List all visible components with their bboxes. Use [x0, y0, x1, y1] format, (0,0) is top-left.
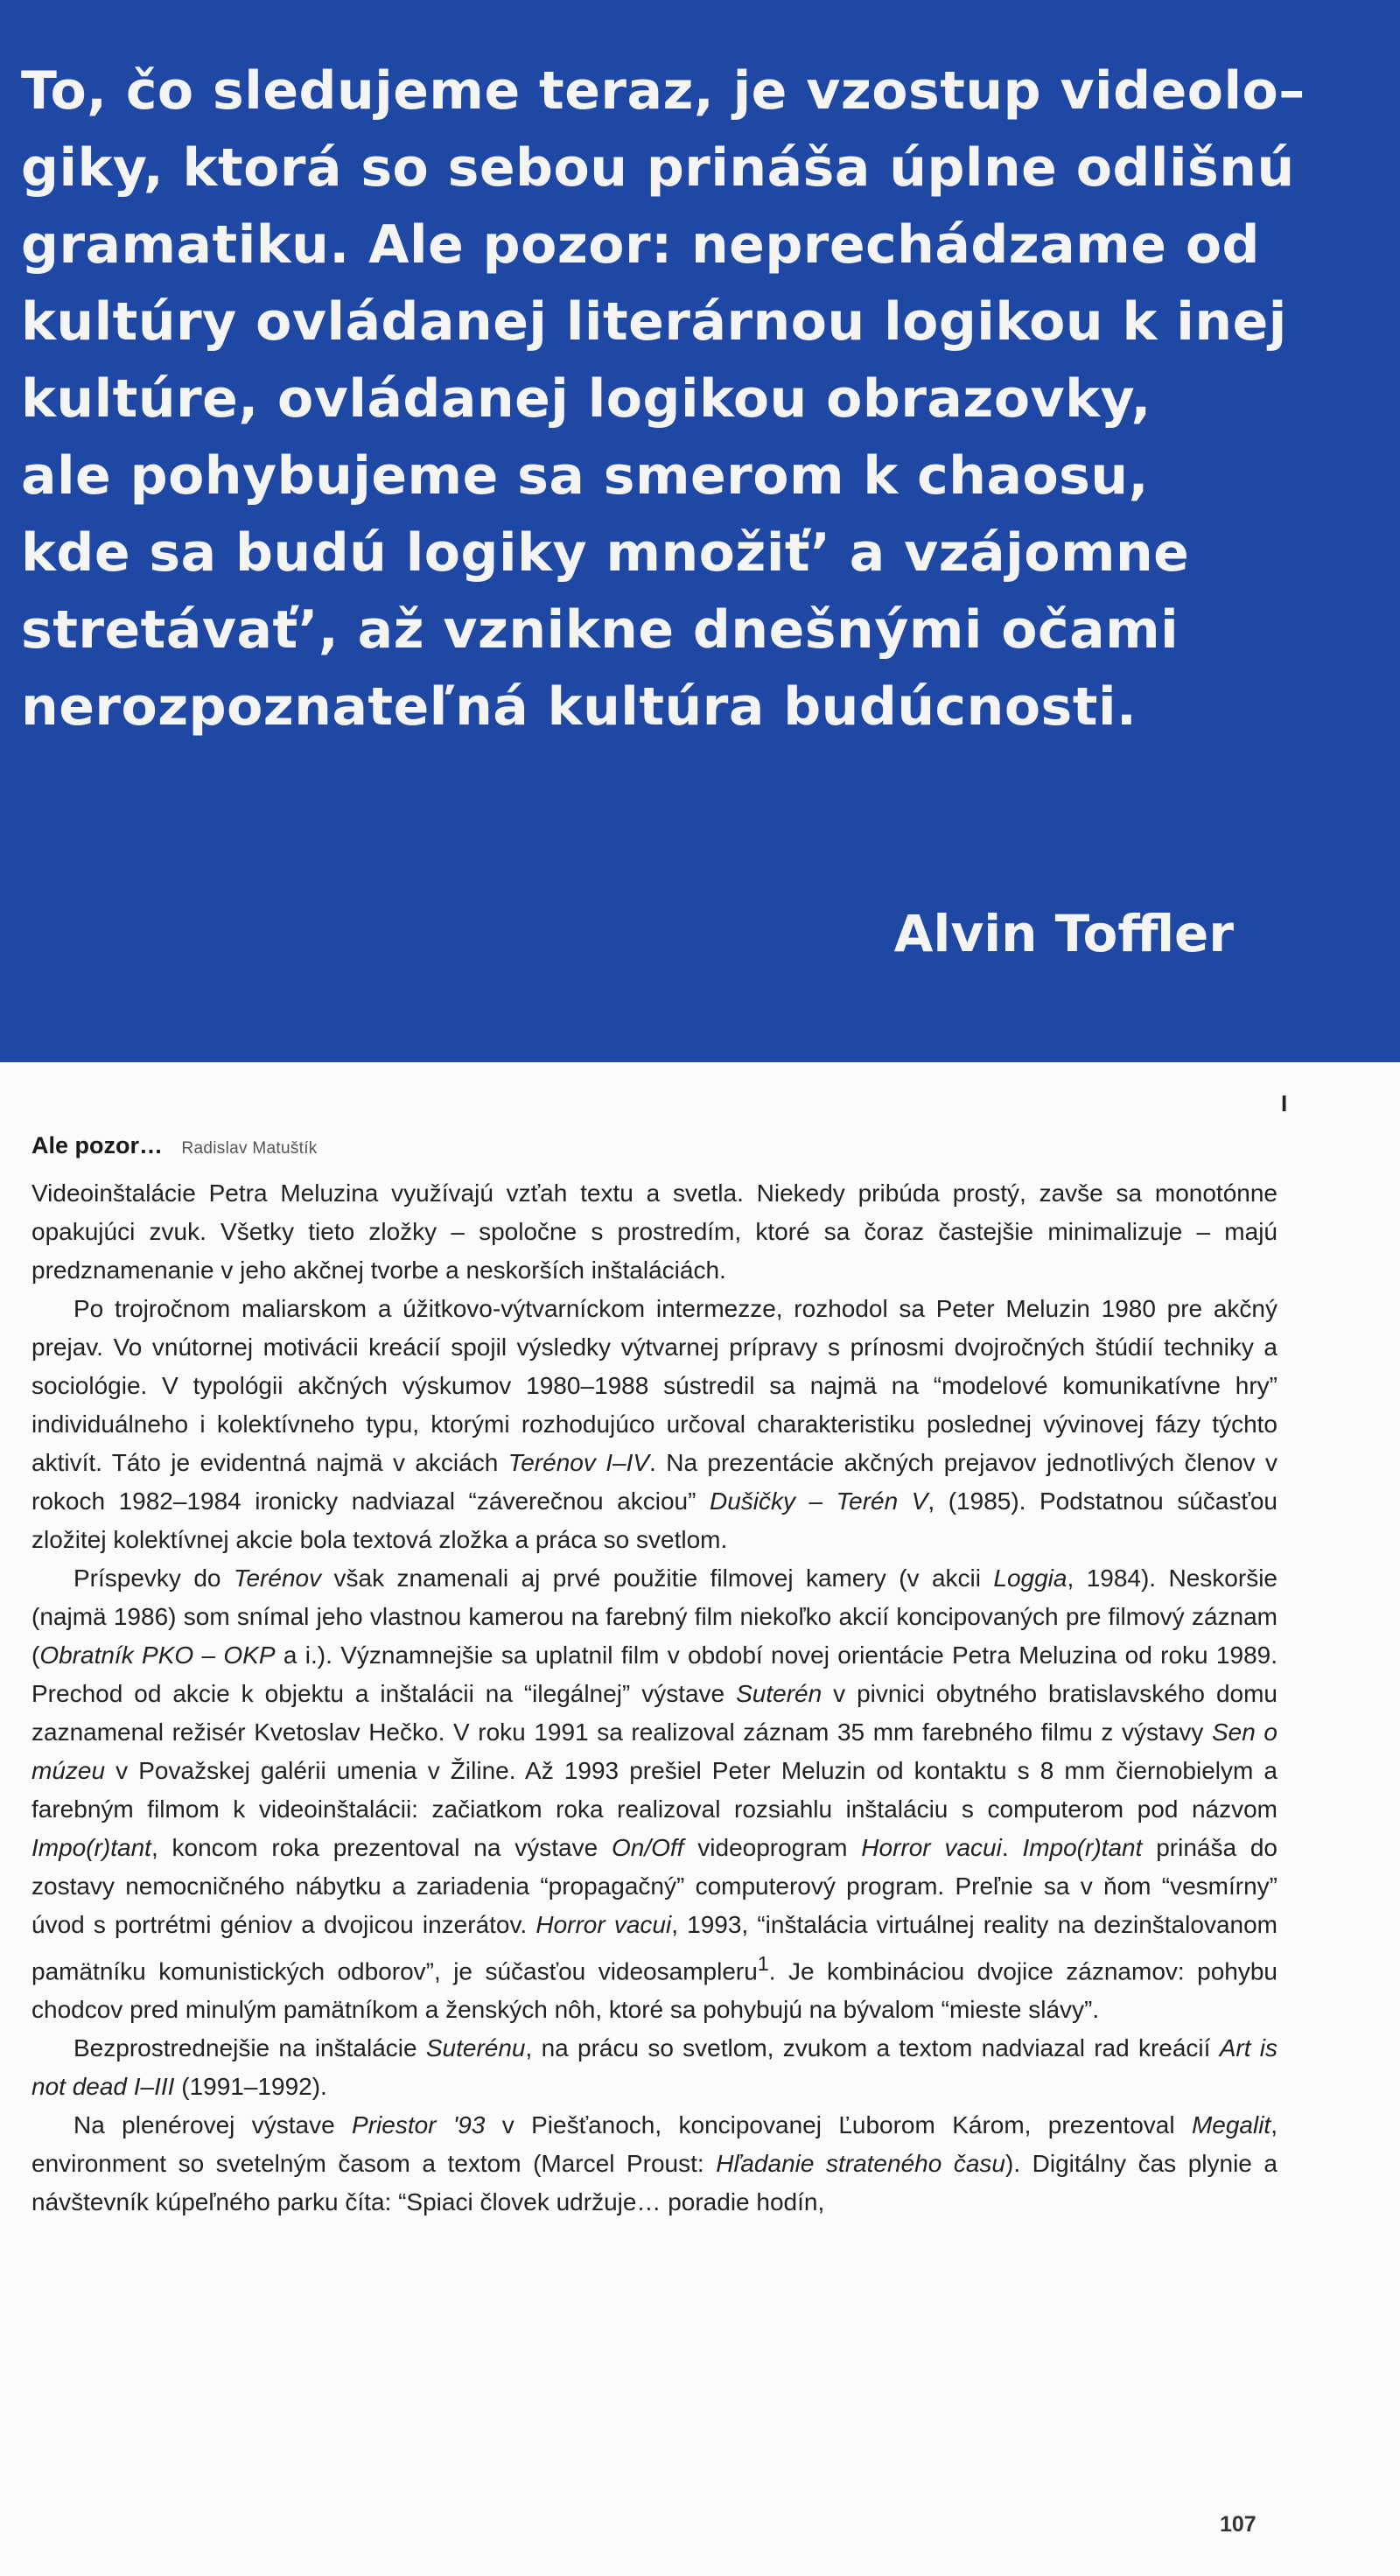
article: [32, 1129, 1278, 2222]
paragraph-2: Po trojročnom maliarskom a úžitkovo-výtvarníckom intermezze, rozhodol sa Peter Meluzin 1980 pre akčný prejav. Vo vnútornej motivácii kreácií spojil výsledky výtvarnej prípravy s prínosmi dvojročných štúdií techniky a sociológie. V typológii akčných výskumov 1980–1988 sústredil sa najmä na “modelové komunikatívne hry” individuálneho i kolektívneho typu, ktorými rozhodujúco určoval charakteristiku poslednej vývinovej fázy týchto aktivít. Táto je evidentná najmä v akciách Terénov I–IV. Na prezentácie akčných prejavov jednotlivých členov v rokoch 1982–1984 ironicky nadviazal “záverečnou akciou” Dušičky – Terén V, (1985). Podstatnou súčasťou zložitej kolektívnej akcie bola textová zložka a práca so svetlom.: [32, 1295, 1278, 1553]
paragraph-3: Príspevky do Terénov však znamenali aj prvé použitie filmovej kamery (v akcii Loggia, 1984). Neskoršie (najmä 1986) som snímal jeho vlastnou kamerou na farebný film niekoľko akcií koncipovaných pre filmový záznam (Obratník PKO – OKP a i.). Významnejšie sa uplatnil film v období novej orientácie Petra Meluzina od roku 1989. Prechod od akcie k objektu a inštalácii na “ilegálnej” výstave Suterén v pivnici obytného bratislavského domu zaznamenal režisér Kvetoslav Hečko. V roku 1991 sa realizoval záznam 35 mm farebného filmu z výstavy Sen o múzeu v Považskej galérii umenia v Žiline. Až 1993 prešiel Peter Meluzin od kontaktu s 8 mm čiernobielym a farebným filmom k videoinštalácii: začiatkom roka realizoval rozsiahlu inštaláciu s computerom pod názvom Impo(r)tant, koncom roka prezentoval na výstave On/Off videoprogram Horror vacui. Impo(r)tant prináša do zostavy nemocničného nábytku a zariadenia “propagačný” computerový program. Preľnie sa v ňom “vesmírny” úvod s portrétmi géniov a dvojicou inzerátov. Horror vacui, 1993, “inštalácia virtuálnej reality na dezinštalovanom pamätníku komunistických odborov”, je súčasťou videosampleru$^1$. Je kombináciou dvojice záznamov: pohybu chodcov pred minulým pamätníkom a ženských nôh, ktoré sa pohybujú na bývalom “mieste slávy”.: [32, 1564, 1278, 2024]
footnote-marker: 1: [757, 1952, 769, 1975]
section-number: I: [1281, 1090, 1288, 1116]
article-author: Radislav Matuštík: [181, 1139, 318, 1158]
quote-text: To, čo sledujeme teraz, je vzostup videolo– giky, ktorá so sebou prináša úplne odlišnú gramatiku. Ale pozor: neprechádzame od kultúry ovládanej literárnou logikou k inej kultúre, ovládanej logikou obrazovky, ale pohybujeme sa smerom k chaosu, kde sa budú logiky množiť’ a vzájomne stretávať’, až vznikne dnešnými očami nerozpoznateľná kultúra budúcnosti.: [21, 60, 1306, 738]
page-number: 107: [1220, 2512, 1256, 2537]
quote-author: Alvin Toffler: [893, 904, 1234, 963]
article-title: Ale pozor…: [32, 1132, 164, 1158]
paragraph-1: Videoinštalácie Petra Meluzina využívajú vzťah textu a svetla. Niekedy pribúda prostý, zavše sa monotónne opakujúci zvuk. Všetky tieto zložky – spoločne s prostredím, ktoré sa čoraz častejšie minimalizuje – majú predznamenanie v jeho akčnej tvorbe a neskorších inštaláciách.: [32, 1180, 1278, 1284]
paragraph-4: Bezprostrednejšie na inštalácie Suterénu, na prácu so svetlom, zvukom a textom nadviazal rad kreácií Art is not dead I–III (1991–1992).: [32, 2034, 1278, 2101]
quote-panel: [0, 0, 1400, 1062]
article-heading: [32, 1129, 1278, 1166]
paragraph-5: Na plenérovej výstave Priestor '93 v Piešťanoch, koncipovanej Ľuborom Károm, prezentoval Megalit, environment so svetelným časom a textom (Marcel Proust: Hľadanie strateného času). Digitálny čas plynie a návštevník kúpeľného parku číta: “Spiaci človek udržuje… poradie hodín,: [32, 2111, 1278, 2216]
